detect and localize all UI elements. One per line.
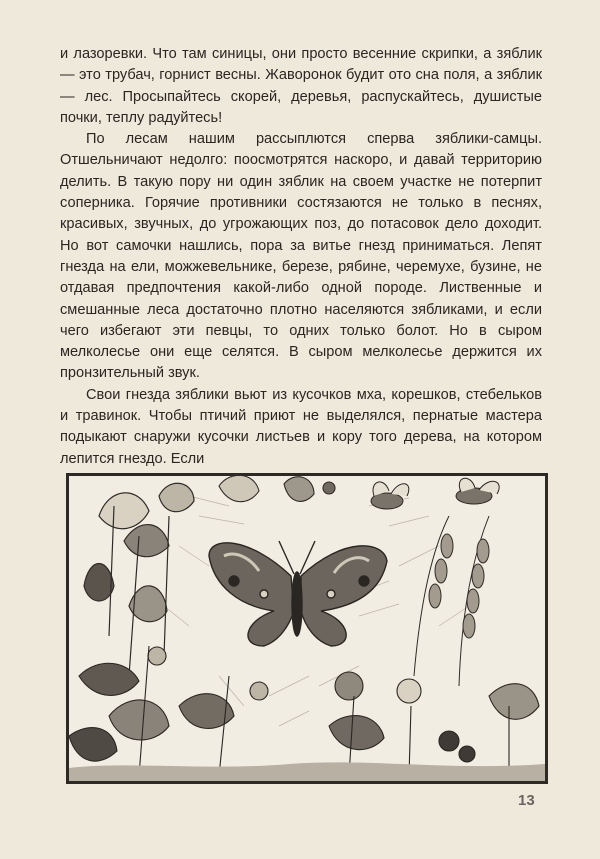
- illustration-drawing: [69, 476, 545, 781]
- paragraph-1: и лазоревки. Что там синицы, они просто весенние скрипки, а зяблик — это трубач, горнист весны. Жаворонок будит ото сна поля, а зяблик — лес. Просыпайтесь скорей, деревья, распускайтесь, душистые почки, теплу радуйтесь!: [60, 46, 542, 126]
- page-number: 13: [518, 792, 535, 809]
- bee-icon: [371, 478, 499, 509]
- butterfly-meadow-illustration: [66, 473, 548, 784]
- body-text: [60, 44, 542, 470]
- paragraph-3: Свои гнезда зяблики вьют из кусочков мха, корешков, стебельков и травинок. Чтобы птичий приют не выделялся, пернатые мастера подыкают снаружи кусочки листьев и кору того дерева, на котором лепится гнездо. Если: [60, 386, 542, 467]
- paragraph-2: По лесам нашим рассыплются сперва зяблики-самцы. Отшельничают недолго: поосмотрятся наскоро, и давай территорию делить. В такую пору ни один зяблик на своем участке не потерпит соперника. Горячие противники состязаются не только в песнях, красивых, звучных, до угрожающих поз, до потасовок дело доходит. Но вот самочки нашлись, пора за витье гнезд приниматься. Лепят гнезда на ели, можжевельнике, березе, рябине, черемухе, бузине, не отдавая предпочтения какой-либо одной породе. Лиственные и смешанные леса достаточно плотно населяются зябликами, и если чего избегают эти певцы, то одних только болот. Но в сыром мелколесье они еще селятся. В сыром мелколесье держится их пронзительный звук.: [60, 131, 542, 382]
- flower-cluster-left-icon: [84, 483, 194, 676]
- clover-plant-icon: [329, 672, 539, 776]
- butterfly-icon: [209, 541, 387, 646]
- wheat-icon: [414, 516, 489, 686]
- ground: [69, 762, 545, 781]
- strawberry-plant-icon: [69, 646, 268, 776]
- blossom-top-icon: [219, 476, 335, 502]
